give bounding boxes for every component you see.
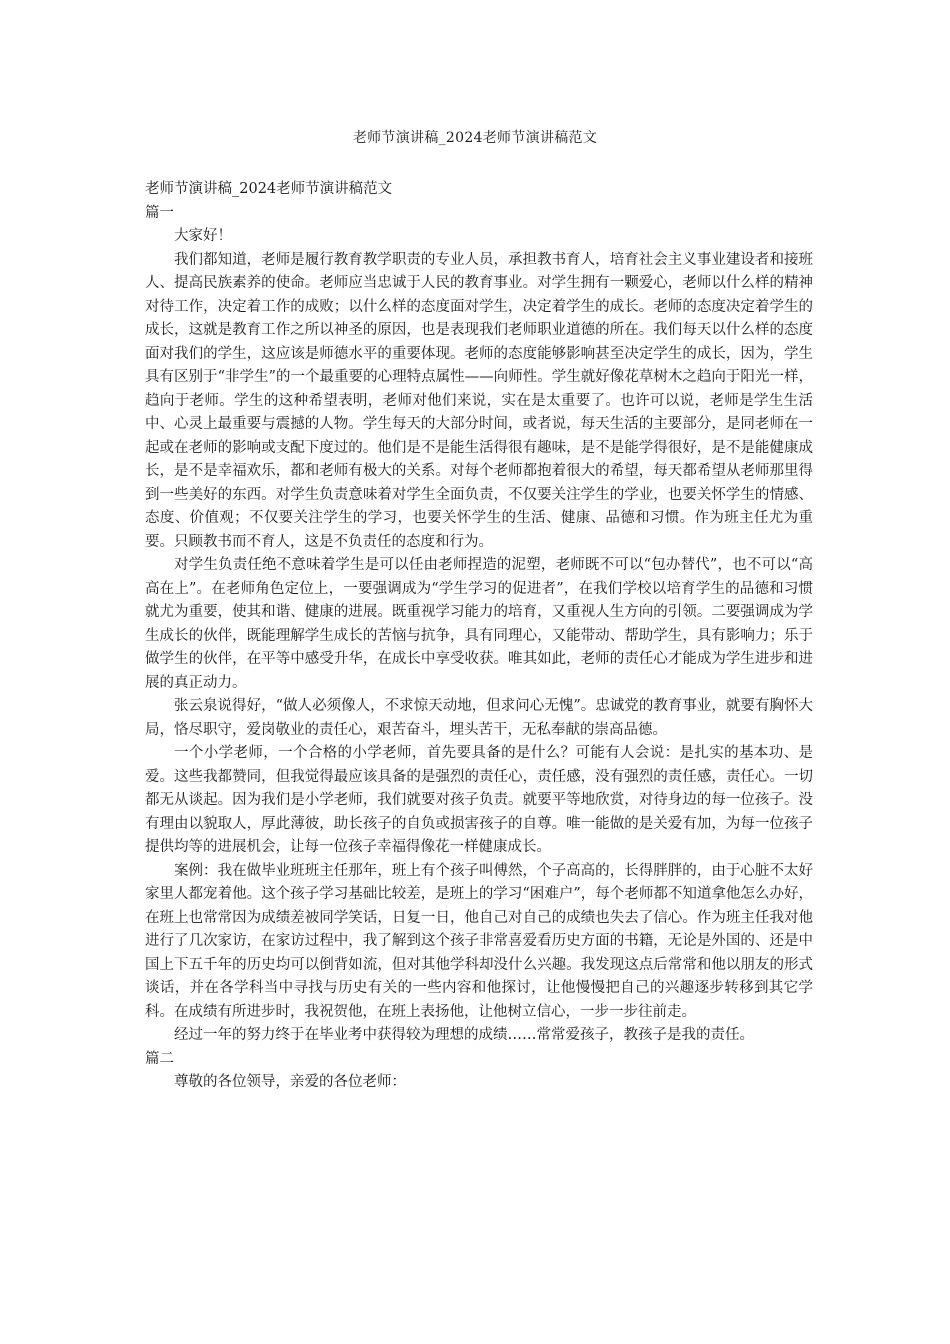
paragraph: 对学生负责任绝不意味着学生是可以任由老师捏造的泥塑，老师既不可以“包办替代”，也不可以“高高在上”。在老师角色定位上，一要强调成为“学生学习的促进者”，在我们学校以培育学生的品德和习惯就尤为重要，使其和谐、健康的进展。既重视学习能力的培育，又重视人生方向的引领。二要强调成为学生成长的伙伴，既能理解学生成长的苦恼与抗争，具有同理心，又能带动、帮助学生，具有影响力；乐于做学生的伙伴，在平等中感受升华，在成长中享受收获。唯其如此，老师的责任心才能成为学生进步和进展的真正动力。 <box>145 557 813 691</box>
section-2-label: 篇二 <box>145 1050 174 1067</box>
paragraph: 案例：我在做毕业班班主任那年，班上有个孩子叫傅然，个子高高的，长得胖胖的，由于心脏不太好家里人都宠着他。这个孩子学习基础比较差，是班上的学习“困难户”，每个老师都不知道拿他怎么办好，在班上也常常因为成绩差被同学笑话，日复一日，他自己对自己的成绩也失去了信心。作为班主任我对他进行了几次家访，在家访过程中，我了解到这个孩子非常喜爱看历史方面的书籍，无论是外国的、还是中国上下五千年的历史均可以倒背如流，但对其他学科却没什么兴趣。我发现这点后常常和他以朋友的形式谈话，并在各学科当中寻找与历史有关的一些内容和他探讨，让他慢慢把自己的兴趣逐步转移到其它学科。在成绩有所进步时，我祝贺他，在班上表扬他，让他树立信心，一步一步往前走。 <box>145 862 813 1020</box>
document-body <box>145 178 813 1095</box>
greeting-2: 尊敬的各位领导，亲爱的各位老师： <box>174 1074 406 1090</box>
greeting-1: 大家好！ <box>174 228 232 244</box>
document-title: 老师节演讲稿_2024老师节演讲稿范文 <box>352 130 598 146</box>
paragraph: 经过一年的努力终于在毕业考中获得较为理想的成绩……常常爱孩子，教孩子是我的责任。 <box>174 1027 754 1043</box>
paragraph: 张云泉说得好，“做人必须像人，不求惊天动地，但求问心无愧”。忠诚党的教育事业，就要有胸怀大局，恪尽职守，爱岗敬业的责任心，艰苦奋斗，埋头苦干，无私奉献的崇高品德。 <box>145 698 813 738</box>
section-1-label: 篇一 <box>145 204 174 221</box>
document-subtitle: 老师节演讲稿_2024老师节演讲稿范文 <box>145 181 393 197</box>
paragraph: 我们都知道，老师是履行教育教学职责的专业人员，承担教书育人，培育社会主义事业建设者和接班人、提高民族素养的使命。老师应当忠诚于人民的教育事业。对学生拥有一颗爱心，老师以什么样的精神对待工作，决定着工作的成败；以什么样的态度面对学生，决定着学生的成长。老师的态度决定着学生的成长，这就是教育工作之所以神圣的原因，也是表现我们老师职业道德的所在。我们每天以什么样的态度面对我们的学生，这应该是师德水平的重要体现。老师的态度能够影响甚至决定学生的成长，因为，学生具有区别于“非学生”的一个最重要的心理特点属性——向师性。学生就好像花草树木之趋向于阳光一样，趋向于老师。学生的这种希望表明，老师对他们来说，实在是太重要了。也许可以说，老师是学生生活中、心灵上最重要与震撼的人物。学生每天的大部分时间，或者说，每天生活的主要部分，是同老师在一起或在老师的影响或支配下度过的。他们是不是能生活得很有趣味，是不是能学得很好，是不是能健康成长，是不是幸福欢乐，都和老师有极大的关系。对每个老师都抱着很大的希望，每天都希望从老师那里得到一些美好的东西。对学生负责意味着对学生全面负责，不仅要关注学生的学业，也要关怀学生的情感、态度、价值观；不仅要关注学生的学习，也要关怀学生的生活、健康、品德和习惯。作为班主任尤为重要。只顾教书而不育人，这是不负责任的态度和行为。 <box>145 251 813 550</box>
paragraph: 一个小学老师，一个合格的小学老师，首先要具备的是什么？可能有人会说：是扎实的基本功、是爱。这些我都赞同，但我觉得最应该具备的是强烈的责任心，责任感，没有强烈的责任感，责任心。一切都无从谈起。因为我们是小学老师，我们就要对孩子负责。就要平等地欣赏，对待身边的每一位孩子。没有理由以貌取人，厚此薄彼，助长孩子的自负或损害孩子的自尊。唯一能做的是关爱有加，为每一位孩子提供均等的进展机会，让每一位孩子幸福得像花一样健康成长。 <box>145 745 813 855</box>
